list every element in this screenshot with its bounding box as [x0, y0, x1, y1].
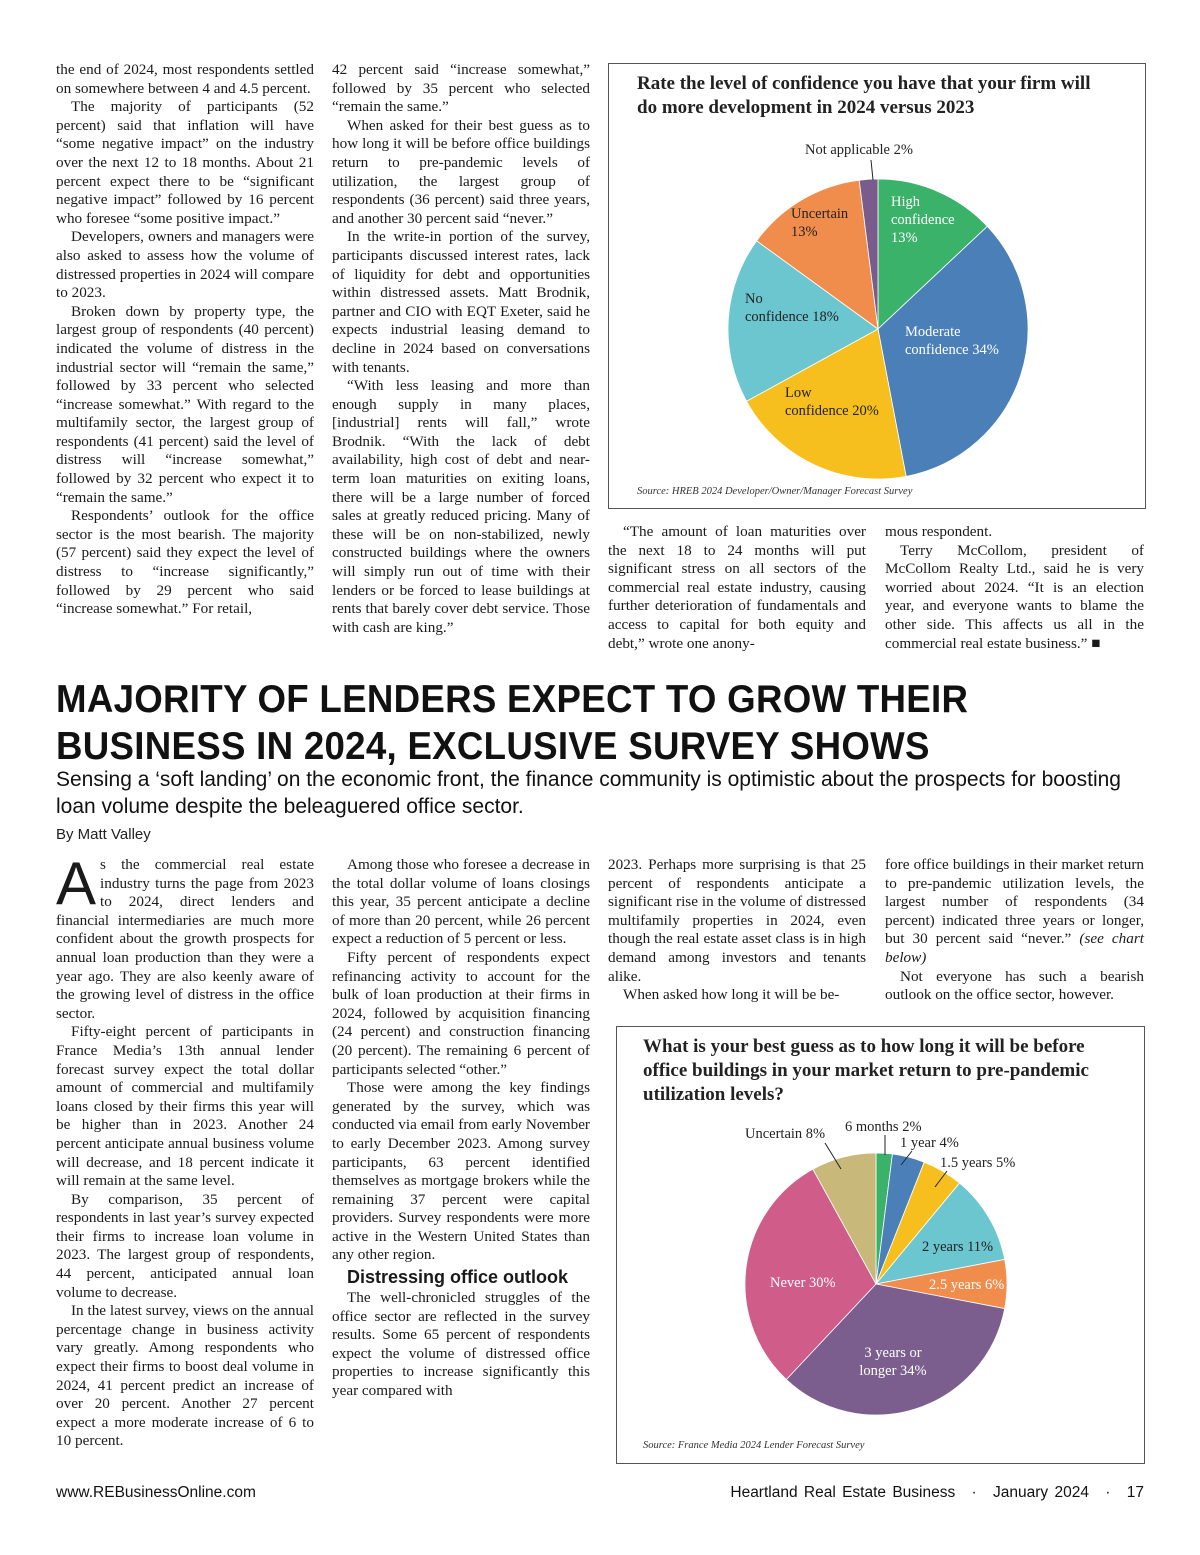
slice-label: Never 30% — [770, 1275, 836, 1291]
paragraph: “With less leasing and more than enough supply in many places, [industrial] rents will fall,” wrote Brodnik. “With the lack of debt availability, high cost of debt and near-term loan maturities on exiting loans, there will be a large number of forced sales at greatly reduced pricing. Many of these will be on non-stabilized, newly constructed buildings where the owners will simply run out of time with their lenders or be forced to lease buildings at rents that barely cover debt service. Those with cash are king.” — [332, 377, 590, 636]
slice-label: 2.5 years 6% — [929, 1277, 1005, 1293]
chart-title-line: utilization levels? — [643, 1084, 784, 1105]
chart-title-line: office buildings in your market return to pre-pandemic — [643, 1060, 1089, 1081]
paragraph — [56, 850, 314, 1023]
slice-label: 3 years or — [864, 1345, 922, 1361]
label-leader-line — [871, 160, 873, 180]
slice-label: 13% — [891, 230, 918, 246]
chart-title-line: do more development in 2024 versus 2023 — [637, 97, 975, 118]
top-article-column-1 — [56, 61, 314, 619]
paragraph: The well-chronicled struggles of the office sector are reflected in the survey results. Some 65 percent of respondents expect the volume of distressed office properties to increase significantly this year compared with — [332, 1289, 590, 1400]
chart-source: Source: France Media 2024 Lender Forecast Survey — [643, 1440, 865, 1451]
chart-title-line: What is your best guess as to how long it will be before — [643, 1036, 1085, 1057]
office-return-pie-chart — [617, 1107, 1144, 1447]
paragraph: 2023. Perhaps more surprising is that 25 percent of respondents anticipate a significant rise in the volume of distressed multifamily properties in 2024, even though the real estate asset class is in high demand among investors and tenants alike. — [608, 856, 866, 985]
slice-label: confidence — [891, 212, 955, 228]
paragraph: The majority of participants (52 percent) said that inflation will have “some negative impact” on the industry over the next 12 to 18 months. About 21 percent expect there to be “significant negative impact” followed by 16 percent who foresee “some positive impact.” — [56, 98, 314, 227]
slice-label: Moderate — [905, 324, 961, 340]
paragraph: Fifty-eight percent of participants in France Media’s 13th annual lender forecast survey expect the total dollar amount of commercial and multifamily loans closed by their firms this year will be higher than in 2023. Another 24 percent anticipate annual business volume will decrease, and 18 percent indicate it will remain at the same level. — [56, 1023, 314, 1190]
main-article-column-3 — [608, 856, 866, 1005]
end-mark: ■ — [1091, 634, 1101, 652]
slice-label: confidence 18% — [745, 309, 839, 325]
paragraph: In the write-in portion of the survey, participants discussed interest rates, lack of liquidity for debt and opportunities within distressed assets. Matt Brodnik, partner and CIO with EQT Exeter, said he expects industrial leasing demand to decline in 2024 based on conversations with tenants. — [332, 228, 590, 376]
paragraph: In the latest survey, views on the annual percentage change in business activity vary greatly. Among respondents who expect their firms to boost deal volume in 2024, 41 percent predict an increase of over 20 percent. Another 27 percent expect a more moderate increase of 6 to 10 percent. — [56, 1302, 314, 1450]
headline-line: BUSINESS IN 2024, EXCLUSIVE SURVEY SHOWS — [56, 725, 930, 768]
slice-label: 1.5 years 5% — [940, 1155, 1016, 1171]
paragraph: When asked for their best guess as to how long it will be before office buildings return to pre-pandemic levels of utilization, the largest group of respondents (36 percent) said three years, and another 30 percent said “never.” — [332, 116, 590, 227]
paragraph: “The amount of loan maturities over the next 18 to 24 months will put significant stress on all sectors of the commercial real estate industry, causing further deterioration of fundamentals and access to capital for both equity and debt,” wrote one anony- — [608, 523, 866, 652]
page-number: 17 — [1126, 1484, 1144, 1501]
publication-name: Heartland Real Estate Business — [730, 1484, 956, 1501]
paragraph: By comparison, 35 percent of respondents in last year’s survey expected their firms to increase loan volume in 2023. The largest group of respondents, 44 percent, anticipated annual loan volume to decrease. — [56, 1190, 314, 1301]
paragraph: Respondents’ outlook for the office sector is the most bearish. The majority (57 percent) said they expect the level of distress to “increase significantly,” followed by 29 percent who said “increase somewhat.” For retail, — [56, 507, 314, 618]
paragraph: Those were among the key findings generated by the survey, which was conducted via email from early November to early December 2023. Among survey participants, 63 percent identified themselves as mortgage brokers while the remaining 37 percent were capital providers. Survey respondents were more active in the Western United States than any other region. — [332, 1079, 590, 1264]
paragraph: Broken down by property type, the largest group of respondents (40 percent) indicated the volume of distress in the industrial sector will “remain the same,” followed by 33 percent who selected “increase somewhat.” With regard to the multifamily sector, the largest group of respondents (41 percent) said the level of distress will “increase somewhat,” followed by 32 percent who expect it to “remain the same.” — [56, 302, 314, 506]
top-article-column-4 — [885, 523, 1144, 653]
separator: · — [1105, 1484, 1111, 1501]
slice-label: confidence 20% — [785, 403, 879, 419]
chart-reference: (see chart below) — [885, 930, 1144, 966]
article-subhead: Sensing a ‘soft landing’ on the economic front, the finance community is optimistic about the prospects for boosting loan volume despite the beleaguered office sector. — [56, 768, 1121, 818]
paragraph: mous respondent. — [885, 523, 993, 540]
separator: · — [971, 1484, 977, 1501]
top-article-column-2 — [332, 61, 590, 637]
article-headline — [56, 676, 1090, 770]
paragraph-text: Terry McCollom, president of McCollom Realty Ltd., said he is very worried about 2024. “It is an election year, and everyone wants to blame the other side. This affects us all in the commercial real estate business.” — [885, 541, 1144, 652]
slice-label: Uncertain 8% — [745, 1126, 826, 1142]
slice-label: No — [745, 291, 763, 307]
paragraph: the end of 2024, most respondents settled on somewhere between 4 and 4.5 percent. — [56, 61, 314, 97]
slice-label: High — [891, 194, 920, 210]
byline: By Matt Valley — [56, 826, 151, 843]
paragraph: Among those who foresee a decrease in the total dollar volume of loans closings this year, 35 percent anticipate a decline of more than 20 percent, while 26 percent expect a reduction of 5 percent or less. — [332, 856, 590, 948]
confidence-pie-chart — [609, 84, 1145, 504]
slice-label: Low — [785, 385, 812, 401]
paragraph — [885, 542, 1144, 654]
paragraph: When asked how long it will be be- — [623, 986, 840, 1004]
slice-label: Not applicable 2% — [805, 142, 913, 158]
paragraph — [885, 856, 1144, 968]
chart-title-line: Rate the level of confidence you have that your firm will — [637, 73, 1091, 94]
chart-source: Source: HREB 2024 Developer/Owner/Manager Forecast Survey — [637, 486, 913, 497]
slice-label: Uncertain — [791, 206, 849, 222]
chart-title — [643, 1035, 1123, 1107]
section-heading: Distressing office outlook — [347, 1267, 569, 1288]
office-return-chart-box — [616, 1026, 1145, 1464]
paragraph-text: fore office buildings in their market return to pre-pandemic utilization levels, the largest number of respondents (34 percent) indicated three years or longer, but 30 percent said “never.” — [885, 856, 1144, 948]
slice-label: confidence 34% — [905, 342, 999, 358]
paragraph: Not everyone has such a bearish outlook on the office sector, however. — [885, 967, 1144, 1004]
slice-label: 13% — [791, 224, 818, 240]
paragraph-text: s the commercial real estate industry turns the page from 2023 to 2024, direct lenders and financial intermediaries are much more confident about the growth prospects for annual loan production than they were a year ago. They are also keenly aware of the growing level of distress in the office sector. — [56, 856, 314, 1022]
main-article-column-1 — [56, 850, 314, 1451]
slice-label: longer 34% — [859, 1363, 927, 1379]
issue-date: January 2024 — [993, 1484, 1089, 1501]
slice-label: 2 years 11% — [922, 1239, 994, 1255]
main-article-column-2 — [332, 856, 590, 1401]
top-article-column-3 — [608, 523, 866, 653]
headline-line: MAJORITY OF LENDERS EXPECT TO GROW THEIR — [56, 678, 969, 721]
footer-website: www.REBusinessOnline.com — [56, 1484, 256, 1501]
slice-label: 6 months 2% — [845, 1119, 922, 1135]
main-article-column-4 — [885, 856, 1144, 1005]
slice-label: 1 year 4% — [900, 1135, 959, 1151]
paragraph: Developers, owners and managers were also asked to assess how the volume of distressed properties in 2024 will compare to 2023. — [56, 228, 314, 302]
paragraph: 42 percent said “increase somewhat,” followed by 35 percent who selected “remain the same.” — [332, 61, 590, 116]
paragraph: Fifty percent of respondents expect refinancing activity to account for the bulk of loan production at their firms in 2024, followed by acquisition financing (24 percent) and construction financing (20 percent). The remaining 6 percent of participants selected “other.” — [332, 948, 590, 1078]
drop-cap: A — [56, 850, 97, 917]
confidence-chart-box — [608, 63, 1146, 509]
footer-publication — [730, 1484, 1144, 1502]
